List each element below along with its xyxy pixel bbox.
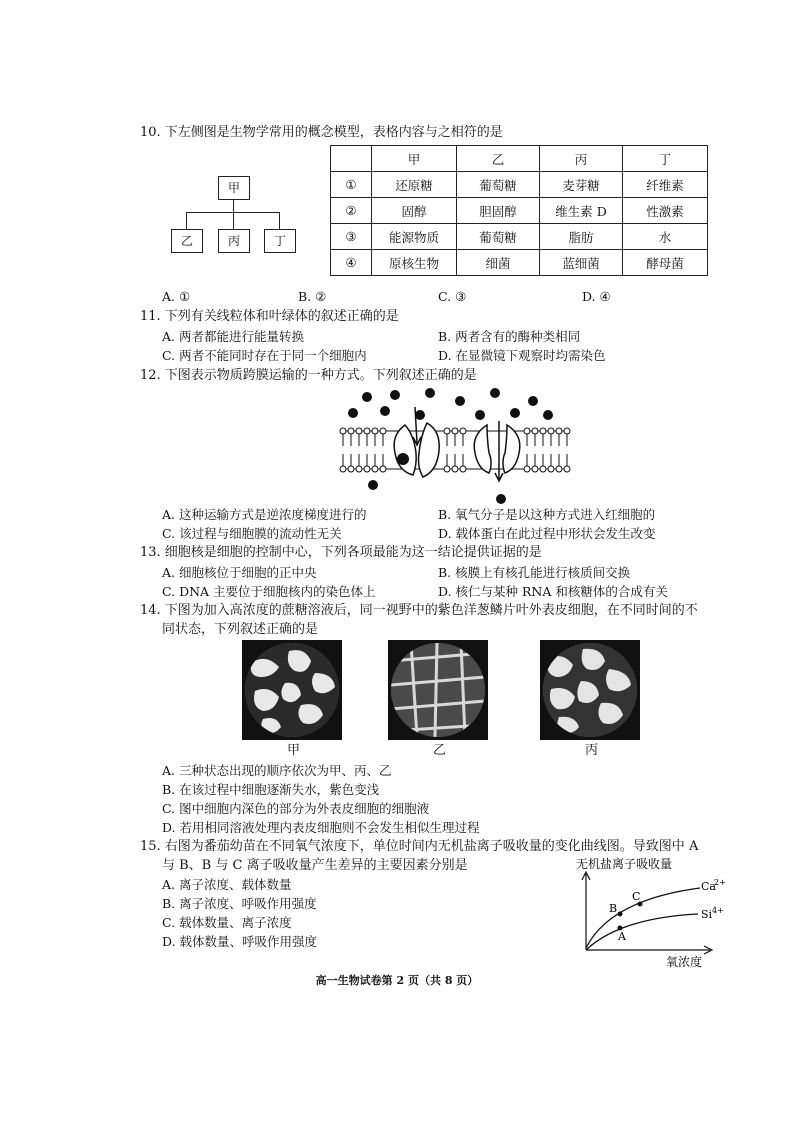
table-row (331, 172, 708, 198)
page-footer: 高一生物试卷第 2 页（共 8 页） (315, 974, 479, 987)
q10-table (330, 145, 708, 276)
q15-option-d[interactable]: D. 载体数量、呼吸作用强度 (162, 934, 318, 949)
table-cell: 脂肪 (540, 224, 623, 250)
lipid-head (540, 466, 546, 472)
q13-option-c[interactable]: C. DNA 主要位于细胞核内的染色体上 (162, 584, 376, 599)
q11-option-c[interactable]: C. 两者不能同时存在于同一个细胞内 (162, 348, 367, 363)
table-cell: ④ (331, 250, 372, 276)
q12-option-a[interactable]: A. 这种运输方式是逆浓度梯度进行的 (162, 507, 367, 522)
diagram-connector (279, 212, 280, 229)
lipid-head (356, 466, 362, 472)
inside-molecules (368, 480, 506, 504)
q13-option-b[interactable]: B. 核膜上有核孔能进行核质间交换 (438, 565, 631, 580)
table-header: 乙 (457, 146, 540, 172)
si-superscript: 4+ (712, 906, 724, 915)
q15-stem-line1: 15. 右图为番茄幼苗在不同氧气浓度下，单位时间内无机盐离子吸收量的变化曲线图。导致图中 A (140, 839, 699, 854)
q15-option-b[interactable]: B. 离子浓度、呼吸作用强度 (162, 896, 317, 911)
q14-stem-line2: 同状态，下列叙述正确的是 (162, 622, 319, 637)
lipid-head (524, 466, 530, 472)
diagram-top-box: 甲 (218, 176, 250, 200)
q14-option-b[interactable]: B. 在该过程中细胞逐渐失水，紫色变浅 (162, 782, 380, 797)
q12-option-b[interactable]: B. 氧气分子是以这种方式进入红细胞的 (438, 507, 656, 522)
table-cell: 酵母菌 (623, 250, 708, 276)
lipid-head (460, 428, 466, 434)
table-cell: 水 (623, 224, 708, 250)
q15-stem-line2: 与 B、B 与 C 离子吸收量产生差异的主要因素分别是 (162, 858, 468, 873)
q14-stem-line1: 14. 下图为加入高浓度的蔗糖溶液后，同一视野中的紫色洋葱鳞片叶外表皮细胞，在不同时间的不 (140, 603, 698, 618)
q14-option-c[interactable]: C. 图中细胞内深色的部分为外表皮细胞的细胞液 (162, 801, 430, 816)
lipid-head (540, 428, 546, 434)
lipid-head (444, 466, 450, 472)
diagram-box-b: 丙 (218, 229, 250, 253)
micrograph-yi (388, 640, 488, 740)
table-cell: 维生素 D (540, 198, 623, 224)
transported-molecule (397, 453, 409, 465)
carrier-protein-right (474, 425, 520, 473)
lipid-head (564, 428, 570, 434)
table-cell: ③ (331, 224, 372, 250)
lipid-head (348, 466, 354, 472)
membrane-transport-diagram (335, 385, 575, 505)
q10-option-a[interactable]: A. ① (162, 289, 191, 304)
q14-option-d[interactable]: D. 若用相同溶液处理内表皮细胞则不会发生相似生理过程 (162, 820, 480, 835)
q11-option-b[interactable]: B. 两者含有的酶种类相同 (438, 329, 581, 344)
q13-option-d[interactable]: D. 核仁与某种 RNA 和核糖体的合成有关 (438, 584, 668, 599)
diagram-box-c: 丁 (264, 229, 296, 253)
q13-option-a[interactable]: A. 细胞核位于细胞的正中央 (162, 565, 317, 580)
table-row (331, 250, 708, 276)
ca-label: Ca (701, 880, 716, 893)
table-cell: 蓝细菌 (540, 250, 623, 276)
ca-superscript: 2+ (714, 878, 726, 887)
table-cell: 纤维素 (623, 172, 708, 198)
lipid-head (356, 428, 362, 434)
q10-option-b[interactable]: B. ② (298, 289, 327, 304)
lipid-head (452, 466, 458, 472)
lipid-head (532, 428, 538, 434)
table-cell: 葡萄糖 (457, 224, 540, 250)
micrograph-label-bing: 丙 (585, 743, 599, 758)
table-header-row (331, 146, 708, 172)
point-b-dot (618, 912, 623, 917)
table-cell: 胆固醇 (457, 198, 540, 224)
q10-option-c[interactable]: C. ③ (438, 289, 467, 304)
graph-axes (582, 872, 712, 954)
micrograph-bing (540, 640, 640, 740)
table-cell: 原核生物 (372, 250, 457, 276)
table-row (331, 198, 708, 224)
table-cell: 性激素 (623, 198, 708, 224)
q13-stem: 13. 细胞核是细胞的控制中心，下列各项最能为这一结论提供证据的是 (140, 545, 542, 560)
q10-option-d[interactable]: D. ④ (582, 289, 611, 304)
q11-option-d[interactable]: D. 在显微镜下观察时均需染色 (438, 348, 606, 363)
point-a-label: A (618, 930, 626, 943)
lipid-head (524, 428, 530, 434)
point-b-label: B (609, 902, 618, 915)
table-cell: 葡萄糖 (457, 172, 540, 198)
table-header (331, 146, 372, 172)
lipid-head (460, 466, 466, 472)
lipid-head (548, 428, 554, 434)
lipid-head (556, 466, 562, 472)
lipid-head (340, 466, 346, 472)
diagram-connector (233, 212, 234, 229)
table-cell: 还原糖 (372, 172, 457, 198)
si-curve (586, 914, 698, 950)
graph-ylabel: 无机盐离子吸收量 (576, 857, 673, 871)
table-cell: ② (331, 198, 372, 224)
lipid-head (564, 466, 570, 472)
micrograph-jia (242, 640, 342, 740)
lipid-head (364, 466, 370, 472)
table-cell: 固醇 (372, 198, 457, 224)
diagram-connector (186, 212, 187, 229)
ion-absorption-graph (570, 856, 740, 968)
micrograph-label-yi: 乙 (433, 743, 447, 758)
ca-curve (586, 888, 700, 948)
point-c-label: C (632, 890, 641, 903)
lipid-head (548, 466, 554, 472)
lipid-head (452, 428, 458, 434)
table-cell: 麦芽糖 (540, 172, 623, 198)
lipid-head (532, 466, 538, 472)
q15-option-a[interactable]: A. 离子浓度、载体数量 (162, 877, 292, 892)
lipid-head (380, 466, 386, 472)
table-cell: ① (331, 172, 372, 198)
q10-stem: 10. 下左侧图是生物学常用的概念模型，表格内容与之相符的是 (140, 125, 503, 140)
si-label: Si (701, 908, 713, 921)
lipid-head (444, 428, 450, 434)
table-row (331, 224, 708, 250)
lipid-head (556, 428, 562, 434)
diagram-connector (233, 200, 234, 212)
table-header: 丙 (540, 146, 623, 172)
q12-option-c[interactable]: C. 该过程与细胞膜的流动性无关 (162, 526, 342, 541)
q15-option-c[interactable]: C. 载体数量、离子浓度 (162, 915, 292, 930)
micrograph-label-jia: 甲 (287, 743, 301, 758)
table-header: 丁 (623, 146, 708, 172)
table-cell: 能源物质 (372, 224, 457, 250)
q11-stem: 11. 下列有关线粒体和叶绿体的叙述正确的是 (140, 309, 399, 324)
lipid-head (348, 428, 354, 434)
q12-stem: 12. 下图表示物质跨膜运输的一种方式。下列叙述正确的是 (140, 368, 477, 383)
lipid-head (380, 428, 386, 434)
lipid-head (340, 428, 346, 434)
outside-molecules (348, 388, 553, 420)
table-header: 甲 (372, 146, 457, 172)
graph-xlabel: 氧浓度 (666, 955, 703, 968)
table-cell: 细菌 (457, 250, 540, 276)
lipid-head (372, 428, 378, 434)
q14-option-a[interactable]: A. 三种状态出现的顺序依次为甲、丙、乙 (162, 763, 392, 778)
diagram-box-a: 乙 (171, 229, 203, 253)
lipid-head (364, 428, 370, 434)
lipid-head (372, 466, 378, 472)
q12-option-d[interactable]: D. 载体蛋白在此过程中形状会发生改变 (438, 526, 656, 541)
q11-option-a[interactable]: A. 两者都能进行能量转换 (162, 329, 304, 344)
